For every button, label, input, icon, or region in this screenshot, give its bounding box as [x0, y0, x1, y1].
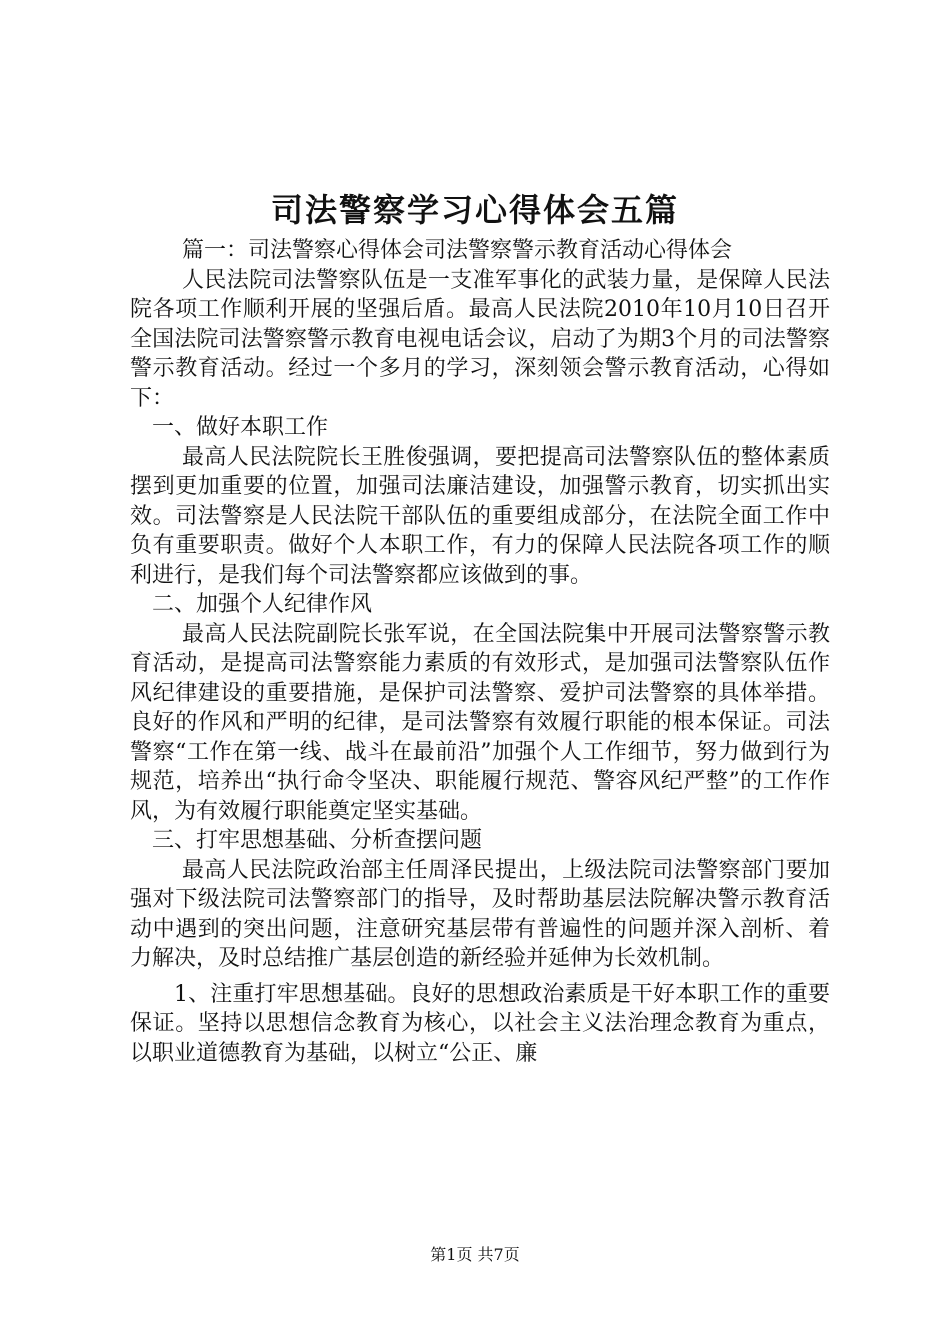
page-number-footer: 第1页 共7页 [430, 1245, 520, 1264]
document-body [130, 236, 830, 1068]
paragraph: 最高人民法院院长王胜俊强调，要把提高司法警察队伍的整体素质摆到更加重要的位置，加强司法廉洁建设，加强警示教育，切实抓出实效。司法警察是人民法院干部队伍的重要组成部分，在法院全面工作中负有重要职责。做好个人本职工作，有力的保障人民法院各项工作的顺利进行，是我们每个司法警察都应该做到的事。 [130, 444, 830, 588]
document-title: 司法警察学习心得体会五篇 [270, 191, 679, 229]
paragraph: 人民法院司法警察队伍是一支准军事化的武装力量，是保障人民法院各项工作顺利开展的坚强后盾。最高人民法院2010年10月10日召开全国法院司法警察警示教育电视电话会议，启动了为期3个月的司法警察警示教育活动。经过一个多月的学习，深刻领会警示教育活动，心得如下： [130, 267, 830, 411]
paragraph: 最高人民法院政治部主任周泽民提出，上级法院司法警察部门要加强对下级法院司法警察部门的指导，及时帮助基层法院解决警示教育活动中遇到的突出问题，注意研究基层带有普遍性的问题并深入剖析、着力解决，及时总结推广基层创造的新经验并延伸为长效机制。 [130, 857, 830, 971]
section-heading: 一、做好本职工作 [152, 415, 329, 440]
paragraph: 最高人民法院副院长张军说，在全国法院集中开展司法警察警示教育活动，是提高司法警察能力素质的有效形式，是加强司法警察队伍作风纪律建设的重要措施，是保护司法警察、爱护司法警察的具体举措。良好的作风和严明的纪律，是司法警察有效履行职能的根本保证。司法警察“工作在第一线、战斗在最前沿”加强个人工作细节，努力做到行为规范，培养出“执行命令坚决、职能履行规范、警容风纪严整”的工作作风，为有效履行职能奠定坚实基础。 [130, 621, 830, 824]
section-heading: 三、打牢思想基础、分析查摆问题 [152, 828, 483, 853]
section-heading: 二、加强个人纪律作风 [152, 592, 373, 617]
section-heading: 篇一：司法警察心得体会司法警察警示教育活动心得体会 [182, 238, 733, 263]
paragraph: 1、注重打牢思想基础。良好的思想政治素质是干好本职工作的重要保证。坚持以思想信念教育为核心，以社会主义法治理念教育为重点，以职业道德教育为基础，以树立“公正、廉 [130, 981, 830, 1066]
